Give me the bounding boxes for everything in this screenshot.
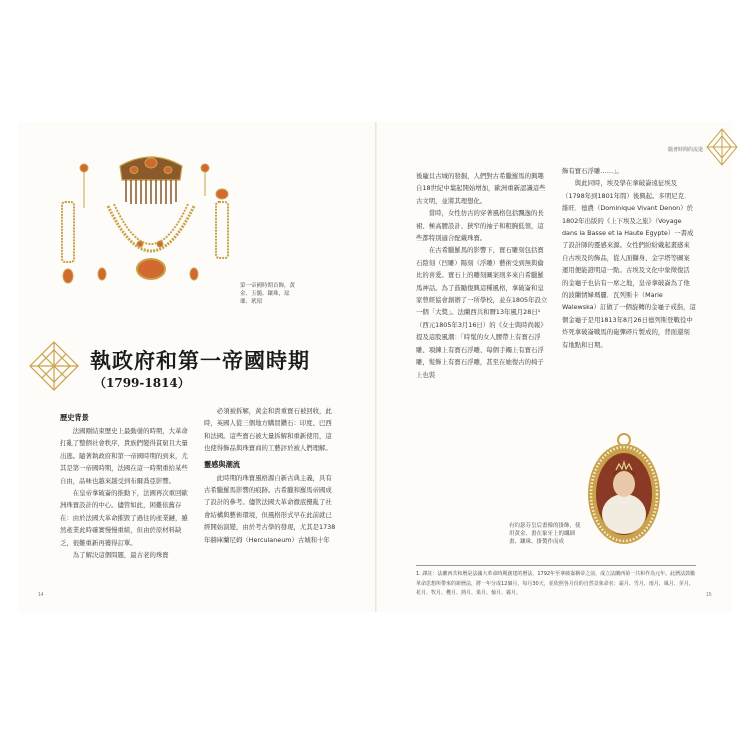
- left-column-2: [204, 405, 338, 546]
- running-head: 隨著時間的流逝: [668, 147, 704, 153]
- paragraph: 當時，女性仿古的穿著風格包括飄逸的長裙、極高腰設計、狹窄的袖子和粗胸低領，這些都特別適合配戴珠寶。: [416, 209, 544, 243]
- paragraph: 此時期的珠寶風格源自新古典主義，具有古希臘羅馬影響的痕跡。古希臘和羅馬帝國成了設計的參考。儘管法國大革命徹底攪亂了社會結構與藝術環境，但風格形式早在此前就已經開始演變，由於考古學的發現，尤其是1738年赫庫蘭尼姆（Herculaneum）古城和十年: [204, 473, 336, 544]
- right-column-2: [562, 165, 696, 351]
- page-number-right: 15: [706, 592, 712, 598]
- cameo-pendant-photo: [585, 432, 663, 552]
- section-heading-history: 歷史背景: [60, 413, 89, 422]
- book-gutter: [375, 122, 377, 612]
- page-number-left: 14: [38, 592, 44, 598]
- paragraph: 法國剛結束歷史上最動盪的時期，大革命打亂了整個社會秩序，貴族們變得貧窮且大量出逃。隨著執政府和第一帝國時期的到來，尤其是第一帝國時期，法國在這一時期重拾某些自由，品味也越來越受到布爾喬亞影響。: [60, 427, 188, 485]
- hair-comb: [120, 157, 182, 204]
- diamond-lattice-ornament-icon: [28, 340, 80, 392]
- paragraph: 後龐貝古城的發掘，人們對古希臘羅馬的興趣自18世紀中葉起開始增加，歐洲重新認識這些古文明，並將其理想化。: [416, 172, 546, 205]
- paragraph: 為了解決這個問題，最古老的珠寶: [72, 551, 169, 560]
- jewelry-caption: 第一帝國時期首飾，黃金、玉髓、鑲珠，琺瑯、玳瑁: [240, 283, 296, 305]
- jewelry-set-photo: [56, 146, 246, 306]
- paragraph: 在皇帝拿破崙的推動下，法國再次重回歐洲珠寶設計的中心。儘管如此，困難依舊存在：由於法國大革命摧毀了過往的產業鏈，雖然產業此時確實慢慢重組，但由於原材料缺乏，很難重新再獲得訂單。: [60, 489, 188, 547]
- pendant-caption: 有約瑟芬皇后畫像的掛飾，使用黃金、畫在象牙上的纖細畫、鑲珠、掛製作而成: [509, 523, 581, 545]
- paragraph: 與此同時，埃及學在拿破崙遠征埃及（1798年到1801年間）後興起。多明尼克．維旺．德農（Dominique Vivant Denon）於1802年出版的《上下埃及之旅》（Voyage dans la Basse et la Haute Egypte）一書成了設計師的靈感來源。女性們紛紛戴起畫感來自古埃及的飾品，從人面獅身、金字塔等圖案運用便能證明這一點。古埃及文化中象徵復活的金龜子也佔有一席之地，皇帝拿破崙為了他的波蘭情婦瑪麗．瓦列斯卡（Marie Walewska）訂做了一個旋轉的金龜子戒指，這個金龜子是用1813年8月26日德列斯登戰役中炸死拿破崙戰馬的砲彈碎片製成的，背面還刻有地點和日期。: [562, 179, 696, 349]
- chapter-subtitle: （1799-1814）: [94, 376, 190, 390]
- paragraph: 必須被拆解，黃金和貴重寶石被回收，此時，英國人從三個地方購買鑽石：印度、巴西和法國。這些寶石被大量拆解和重新使用，這也使得飾品與珠寶商的工藝評於被人們理解。: [204, 407, 332, 453]
- diamond-lattice-ornament-icon: [706, 128, 738, 166]
- chapter-title: 執政府和第一帝國時期: [90, 348, 310, 373]
- paragraph: 飾有寶石浮雕……」。: [562, 167, 623, 175]
- footnote: 1. 譯註：法蘭西共和曆是法國大革命時期創建的曆法，1792年至拿破崙稱帝之前，成立法蘭西第一共和作為元年。此曆法鼓勵革命思想所帶來的新曆法，將一年分成12個月，每月30天，並依照各月份的自然景象命名：霜月、雪月、雨月、風月、芽月、花月、牧月、穫月、熱月、果月、葡月、霧月。: [416, 571, 696, 596]
- section-heading-inspiration: 靈感與潮流: [204, 459, 240, 469]
- right-column-1: [416, 170, 550, 381]
- footnote-divider: [416, 565, 696, 566]
- left-column-1: [60, 412, 194, 561]
- paragraph: 在古希臘羅馬的影響下，寶石雕刻包括寶石陰刻（凹雕）陽刻（浮雕）藝術受到無與倫比的喜愛。寶石上的雕刻圖案則多來自希臘羅馬神話。為了鼓勵復興這種風格，拿破崙和皇家曾經協會創辦了一所學校，並在1805年設立一個「大獎」。法蘭西共和曆13年風月28日¹（西元1805年3月16日）的《女士與時尚報》提及這股風潮：「時髦的女人腰帶上有寶石浮雕、項鍊上有寶石浮雕、每個手鐲上有寶石浮雕，髮飾上有寶石浮雕，甚至在她復古的椅子上也裝: [416, 246, 548, 379]
